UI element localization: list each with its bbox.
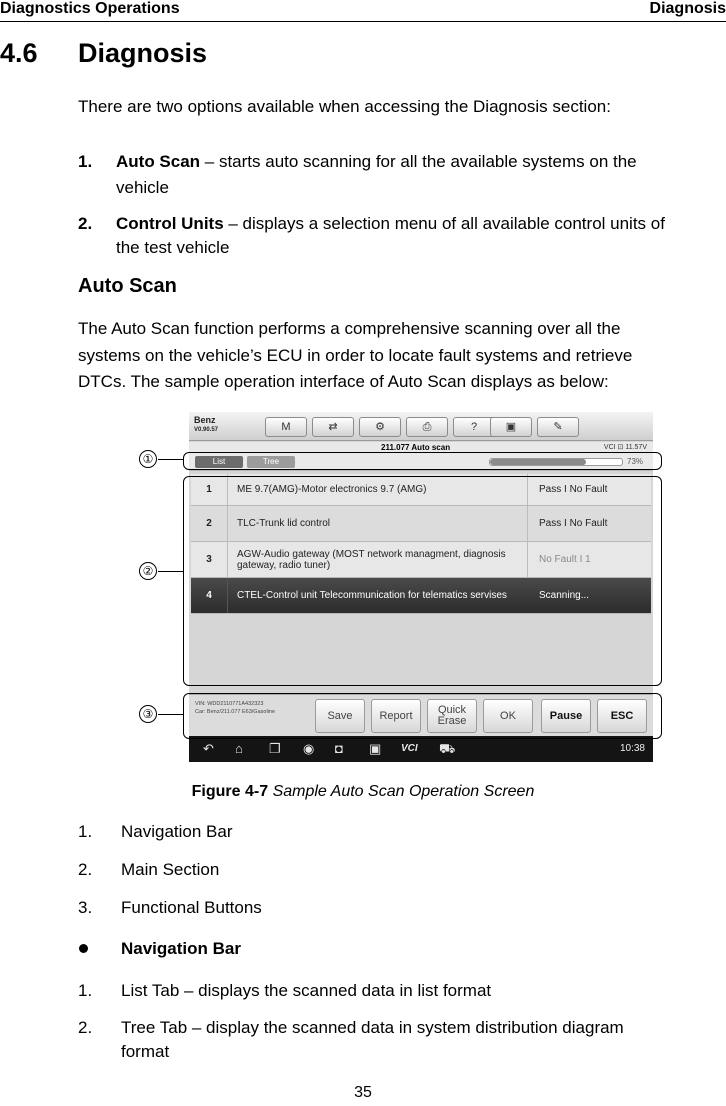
bullet-icon <box>79 944 88 953</box>
running-header-right: Diagnosis <box>649 0 726 17</box>
system-status: Pass I No Fault <box>539 484 608 495</box>
tab-list[interactable]: List <box>195 456 243 468</box>
nav-item-number: 2. <box>78 1018 93 1037</box>
row-number: 4 <box>191 578 228 613</box>
nav-item-continued: format <box>121 1042 170 1061</box>
section-title: Diagnosis <box>78 38 208 68</box>
vci-status: VCI ⊡ 11.57V <box>603 444 647 451</box>
option-text-continued: vehicle <box>116 178 169 197</box>
tab-tree[interactable]: Tree <box>247 456 295 468</box>
nav-item: List Tab – displays the scanned data in list format <box>121 981 492 1000</box>
system-name: CTEL-Control unit Telecommunication for telematics servises <box>237 590 507 601</box>
camera-icon[interactable]: ◘ <box>335 741 343 756</box>
back-icon[interactable]: ↶ <box>203 741 214 756</box>
ok-button[interactable]: OK <box>483 699 533 733</box>
home-icon[interactable]: M <box>265 417 307 437</box>
recent-apps-icon[interactable]: ❐ <box>269 741 281 756</box>
scan-progress-label: 73% <box>627 457 644 466</box>
software-version: V0.90.57 <box>194 427 219 433</box>
nav-bar-heading: Navigation Bar <box>121 939 241 958</box>
callout-leader <box>158 459 183 460</box>
section-number: 4.6 <box>0 38 38 68</box>
callout-bracket-buttons <box>183 693 662 739</box>
browser-icon[interactable]: ◉ <box>303 741 315 756</box>
vehicle-swap-icon[interactable]: ⇄ <box>312 417 354 437</box>
vci-icon[interactable]: VCI <box>401 743 418 754</box>
callout-bracket-navigation <box>183 452 662 470</box>
report-button[interactable]: Report <box>371 699 421 733</box>
system-status: No Fault I 1 <box>539 554 591 565</box>
settings-icon[interactable]: ⚙ <box>359 417 401 437</box>
callout-leader <box>158 571 183 572</box>
option-text-continued: the test vehicle <box>116 238 230 257</box>
option-number: 2. <box>78 214 93 233</box>
vin-line: VIN: WDD2110771A432323 <box>195 701 264 707</box>
header-rule <box>0 21 726 22</box>
callout-1: ① <box>139 450 157 468</box>
option-auto-scan <box>116 148 724 175</box>
pause-button[interactable]: Pause <box>541 699 591 733</box>
nav-item: Tree Tab – display the scanned data in system distribution diagram <box>121 1018 624 1037</box>
legend-number: 3. <box>78 898 93 917</box>
row-number: 2 <box>191 506 228 541</box>
car-line: Car: Benz/211.077 E63/Gasoline <box>195 709 276 715</box>
option-term: Control Units <box>116 214 224 233</box>
car-icon[interactable]: ⛟ <box>439 741 456 756</box>
edit-icon[interactable]: ✎ <box>537 417 579 437</box>
legend-item: Functional Buttons <box>121 898 262 917</box>
save-icon[interactable]: ▣ <box>490 417 532 437</box>
auto-scan-para-line: systems on the vehicle’s ECU in order to locate fault systems and retrieve <box>78 346 633 365</box>
option-text: – displays a selection menu of all available control units of <box>223 214 665 233</box>
system-name: ME 9.7(AMG)-Motor electronics 9.7 (AMG) <box>237 484 427 495</box>
callout-2: ② <box>139 562 157 580</box>
screen-record-icon[interactable]: ▣ <box>369 741 382 756</box>
option-control-units <box>116 210 726 237</box>
system-status: Pass I No Fault <box>539 518 608 529</box>
figure-label: Figure 4-7 <box>191 783 269 800</box>
figure-text: Sample Auto Scan Operation Screen <box>272 783 535 800</box>
auto-scan-para-line: DTCs. The sample operation interface of Auto Scan displays as below: <box>78 372 609 391</box>
row-number: 3 <box>191 542 228 577</box>
system-name: AGW-Audio gateway (MOST network managment, diagnosis gateway, radio tuner) <box>237 548 506 571</box>
brand-label <box>194 415 218 435</box>
nav-item-number: 1. <box>78 981 93 1000</box>
callout-bracket-main <box>183 476 662 686</box>
subheading-auto-scan: Auto Scan <box>78 275 177 297</box>
legend-item: Navigation Bar <box>121 822 233 841</box>
system-status: Scanning... <box>539 590 590 601</box>
page-number: 35 <box>354 1084 372 1101</box>
callout-3: ③ <box>139 705 157 723</box>
legend-item: Main Section <box>121 860 220 879</box>
running-header-left: Diagnostics Operations <box>0 0 180 17</box>
print-icon[interactable]: ⎙ <box>406 417 448 437</box>
figure-caption <box>0 783 726 801</box>
brand-name: Benz <box>194 415 216 425</box>
option-term: Auto Scan <box>116 152 201 171</box>
callout-leader <box>158 714 183 715</box>
home-icon[interactable]: ⌂ <box>235 741 243 756</box>
option-number: 1. <box>78 152 93 171</box>
auto-scan-para-line: The Auto Scan function performs a comprehensive scanning over all the <box>78 319 621 338</box>
option-text: – starts auto scanning for all the available systems on the <box>200 152 637 171</box>
system-navigation-bar <box>189 736 653 762</box>
legend-number: 1. <box>78 822 93 841</box>
esc-button[interactable]: ESC <box>597 699 647 733</box>
help-icon[interactable]: ? <box>453 417 495 437</box>
legend-number: 2. <box>78 860 93 879</box>
screen-title: 211.077 Auto scan <box>381 443 451 452</box>
quick-erase-button[interactable]: Quick Erase <box>427 699 477 733</box>
clock: 10:38 <box>619 743 645 754</box>
intro-paragraph: There are two options available when accessing the Diagnosis section: <box>78 97 611 116</box>
system-name: TLC-Trunk lid control <box>237 518 330 529</box>
row-number: 1 <box>191 474 228 505</box>
save-button[interactable]: Save <box>315 699 365 733</box>
